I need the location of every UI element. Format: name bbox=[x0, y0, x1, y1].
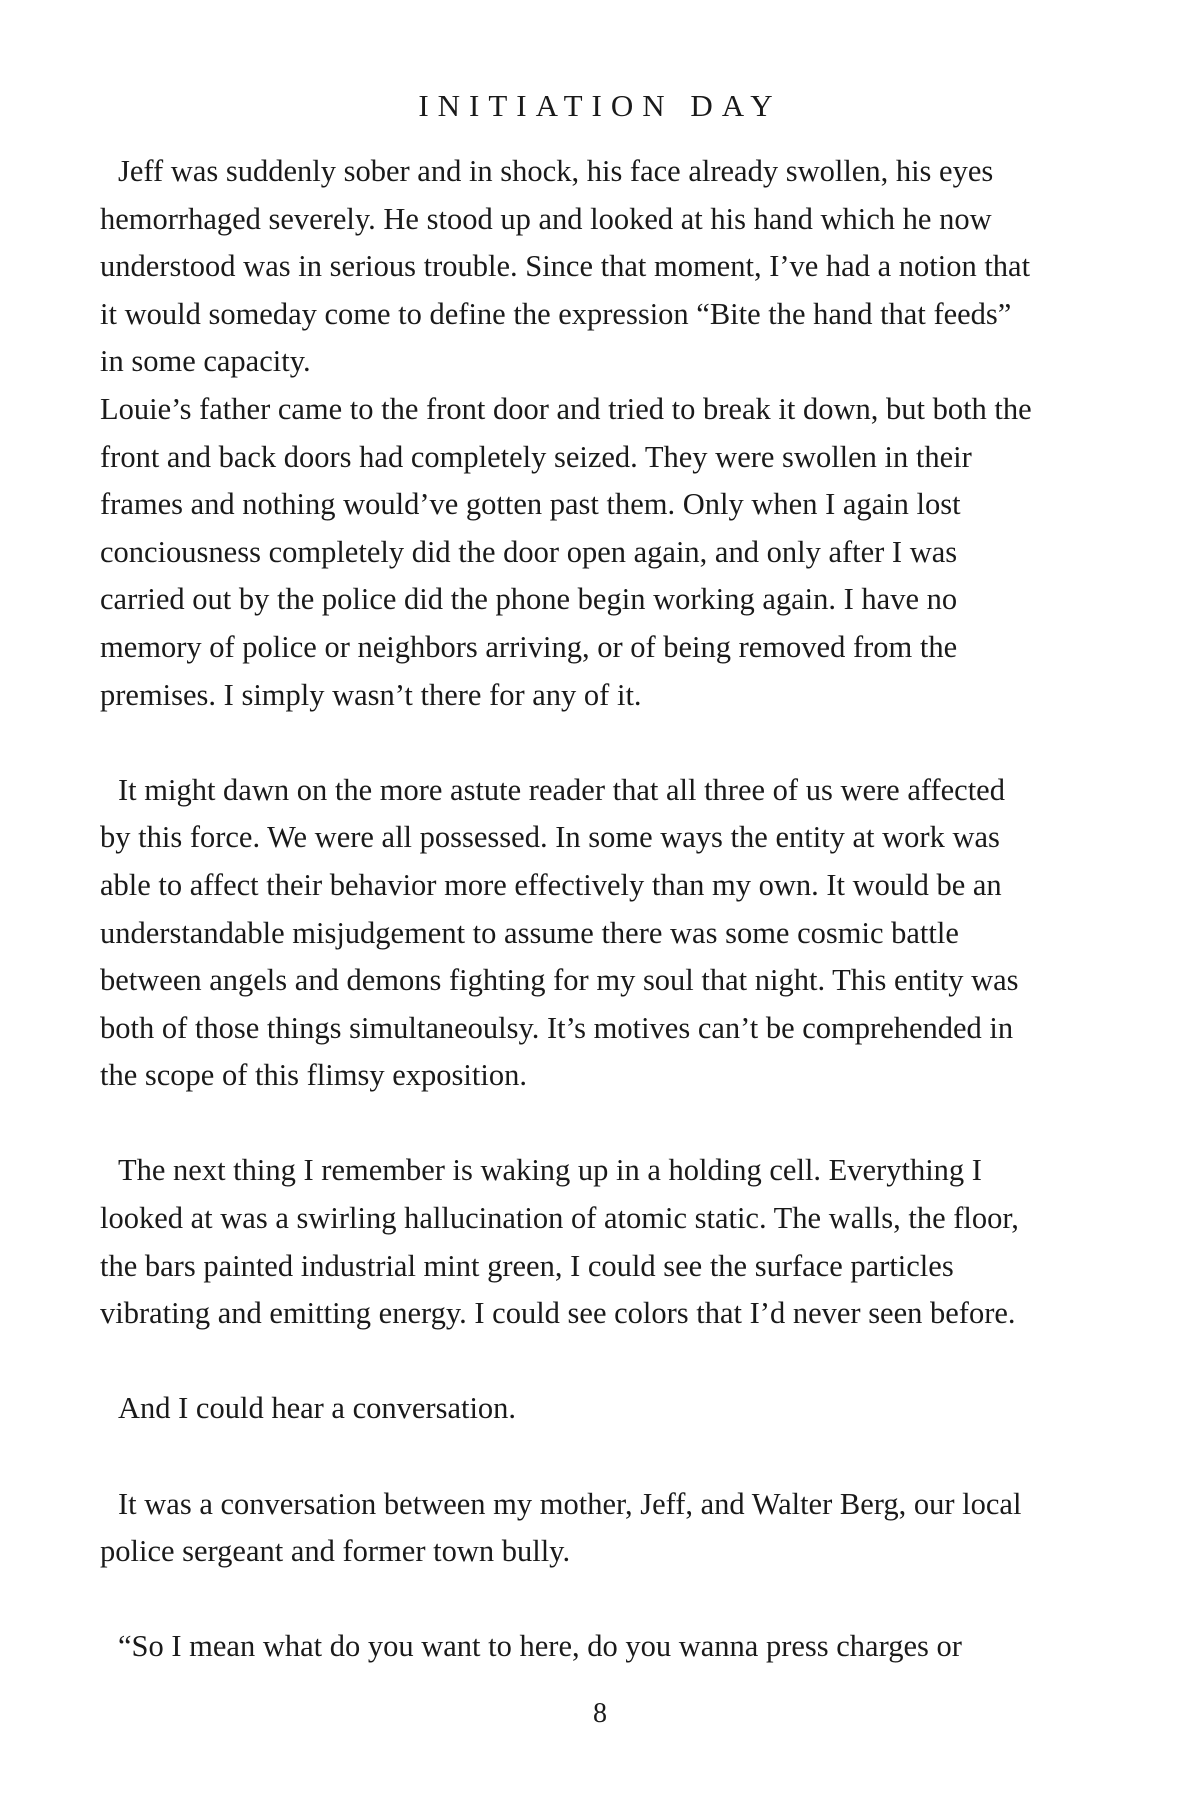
paragraph-5: And I could hear a conversation. bbox=[118, 1391, 517, 1426]
running-head-title: INITIATION DAY bbox=[418, 88, 782, 123]
paragraph-1: Jeff was suddenly sober and in shock, his face already swollen, his eyes hemorrhaged severely. He stood up and looked at his hand which he now understood was in serious trouble. Since that moment, I’ve had a notion that it would someday come to define the expression “Bite the hand that feeds” in some capacity. bbox=[100, 154, 1031, 379]
body-text bbox=[100, 148, 1040, 1671]
paragraph-6: It was a conversation between my mother, Jeff, and Walter Berg, our local police sergeant and former town bully. bbox=[100, 1486, 1022, 1569]
paragraph-2: Louie’s father came to the front door and tried to break it down, but both the front and back doors had completely seized. They were swollen in their frames and nothing would’ve gotten past them. Only when I again lost conciousness completely did the door open again, and only after I was carried out by the police did the phone begin working again. I have no memory of police or neighbors arriving, or of being removed from the premises. I simply wasn’t there for any of it. bbox=[100, 391, 1032, 712]
paragraph-3: It might dawn on the more astute reader that all three of us were affected by this force. We were all possessed. In some ways the entity at work was able to affect their behavior more effectively than my own. It would be an understandable misjudgement to assume there was some cosmic battle between angels and demons fighting for my soul that night. This entity was both of those things simultaneoulsy. It’s motives can’t be comprehended in the scope of this flimsy exposition. bbox=[100, 772, 1019, 1093]
paragraph-4: The next thing I remember is waking up in a holding cell. Everything I looked at was a swirling hallucination of atomic static. The walls, the floor, the bars painted industrial mint green, I could see the surface particles vibrating and emitting energy. I could see colors that I’d never seen before. bbox=[100, 1153, 1019, 1331]
page-number: 8 bbox=[593, 1698, 607, 1729]
paragraph-7: “So I mean what do you want to here, do you wanna press charges or bbox=[118, 1629, 962, 1664]
